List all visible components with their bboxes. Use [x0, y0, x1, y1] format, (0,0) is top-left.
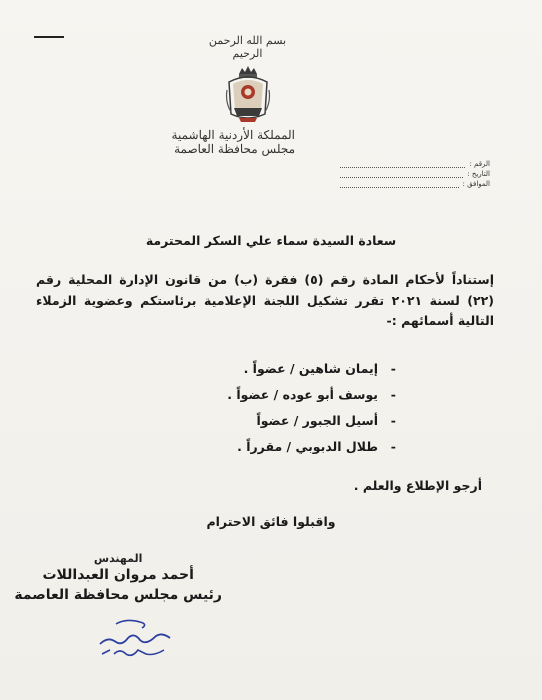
closing-line: واقبلوا فائق الاحترام: [206, 514, 336, 529]
number-label: الرقم :: [469, 160, 490, 168]
corresponding-line: [340, 181, 459, 188]
corresponding-row: [340, 178, 490, 188]
number-line: [340, 161, 465, 168]
kingdom-name: المملكة الأردنية الهاشمية: [171, 128, 295, 142]
handwritten-signature: [96, 614, 176, 662]
list-item: -إيمان شاهين / عضواً .: [243, 361, 396, 376]
date-label: التاريخ :: [467, 170, 490, 178]
signatory-title: المهندس: [93, 552, 143, 565]
members-list: [227, 356, 396, 460]
letterhead: [171, 34, 295, 156]
signatory-position: رئيس مجلس محافظة العاصمة: [14, 587, 222, 603]
corresponding-label: الموافق :: [462, 180, 490, 188]
jordan-emblem-icon: [225, 64, 271, 126]
reference-fields: [340, 158, 490, 188]
list-item: -طلال الدبوبي / مقرراً .: [237, 439, 396, 454]
request-line: أرجو الإطلاع والعلم .: [353, 478, 482, 493]
list-item: -يوسف أبو عوده / عضواً .: [227, 387, 396, 402]
top-dash-mark: [34, 36, 64, 38]
council-name: مجلس محافظة العاصمة: [174, 142, 295, 156]
date-line: [340, 171, 463, 178]
salutation: سعادة السيدة سماء علي السكر المحترمة: [145, 233, 397, 248]
number-row: [340, 158, 490, 168]
signatory-block: [14, 552, 222, 603]
body-paragraph: إستناداً لأحكام المادة رقم (٥) فقرة (ب) من قانون الإدارة المحلية رقم (٢٢) لسنة ٢٠٢١ تقرر تشكيل اللجنة الإعلامية برئاستكم وعضوية الزملاء التالية أسمائهم :-: [36, 272, 495, 328]
date-row: [340, 168, 490, 178]
list-item: -أسيل الجبور / عضواً: [256, 413, 396, 428]
signatory-name: أحمد مروان العبداللات: [42, 567, 194, 583]
basmala: بسم الله الرحمن الرحيم: [208, 34, 287, 60]
